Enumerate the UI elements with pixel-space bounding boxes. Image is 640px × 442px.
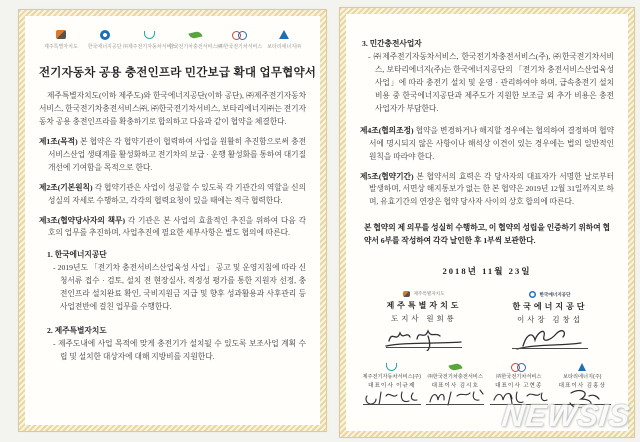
company-name: 제주전기자동차서비스(주) bbox=[362, 374, 422, 381]
bokwang-energy-logo-icon bbox=[279, 28, 289, 41]
logo-korea-ev-charging-service bbox=[168, 28, 223, 50]
item-number: 1. bbox=[47, 250, 53, 260]
company-name: ㈜한국전기차충전서비스 bbox=[427, 374, 483, 381]
article-3 bbox=[39, 215, 306, 241]
logo-jeju-province bbox=[39, 28, 83, 50]
korea-energy-agency-logo-icon bbox=[100, 28, 110, 41]
representative-name: 대표이사 이규제 bbox=[368, 383, 416, 390]
article-4-label: 제4조(협의조정) bbox=[360, 125, 414, 135]
mini-logo-caption: 제주특별자치도 bbox=[413, 291, 445, 297]
duty-item-1 bbox=[39, 247, 306, 323]
item-title: 한국에너지공단 bbox=[54, 250, 107, 260]
representative-name: 대표이사 고현종 bbox=[495, 383, 543, 390]
korea-ev-service-logo-icon bbox=[232, 28, 248, 41]
article-5-label: 제5조(협약기간) bbox=[360, 171, 414, 181]
duty-item-2-heading bbox=[47, 325, 306, 336]
page-1-content bbox=[25, 16, 320, 425]
article-1-text: 본 협약은 각 협약기관이 협력하여 사업을 원활히 추진함으로써 충전서비스산업 생태계를 활성화하고 전기차의 보급 · 운행 활성화를 통하여 대기질 개선에 기여함을 목적으로 한다. bbox=[48, 136, 306, 172]
logo-jeju-ev-service bbox=[122, 28, 177, 50]
jeju-province-mini-logo bbox=[403, 291, 444, 297]
page-2-content bbox=[346, 14, 628, 431]
org-name: 제주특별자치도 bbox=[386, 301, 462, 311]
bokwang-energy-logo-icon bbox=[578, 361, 586, 372]
signature-block-korea-ev-charging-service bbox=[424, 361, 488, 405]
logo-label: 한국에너지공단 bbox=[87, 44, 122, 50]
duty-item-2-text: - 제주도내에 사업 목적에 맞게 충전기가 설치될 수 있도록 보조사업 계획 수립 및 설치한 대상자에 대해 지방비를 지원한다. bbox=[53, 339, 306, 362]
logo-bokwang-energy bbox=[262, 28, 306, 50]
article-2-label: 제2조(기본원칙) bbox=[39, 182, 93, 192]
signature-block-jeju-governor bbox=[383, 291, 465, 349]
signature-line bbox=[426, 404, 484, 405]
closing-paragraph: 본 협약의 제 의무를 성실히 수행하고, 이 협약의 성립을 인증하기 위하여 협약서 6부를 작성하여 각각 날인한 후 1부씩 보관한다. bbox=[364, 223, 610, 246]
company-name: ㈜한국전기차서비스 bbox=[496, 374, 542, 381]
logo-label: 제주특별자치도 bbox=[43, 44, 78, 50]
logo-korea-energy-agency bbox=[83, 28, 127, 50]
agreement-page-2 bbox=[340, 8, 634, 437]
article-4 bbox=[360, 125, 614, 164]
article-5 bbox=[360, 171, 614, 210]
mini-logo-caption: 한국에너지공단 bbox=[539, 291, 571, 297]
logo-label: ㈜한국전기차서비스 bbox=[218, 44, 263, 50]
korea-ev-charging-service-logo-icon bbox=[189, 28, 202, 41]
company-name: 보타리에너지(주) bbox=[562, 374, 602, 381]
article-3-label: 제3조(협약당사자의 책무) bbox=[39, 215, 126, 225]
agreement-date: 2018년 11월 23일 bbox=[442, 266, 532, 277]
primary-signature-row bbox=[360, 291, 614, 349]
duty-item-2 bbox=[39, 323, 306, 373]
jeju-province-logo-icon bbox=[56, 28, 66, 41]
jeju-ev-service-logo-icon bbox=[144, 28, 155, 41]
article-3-text: 각 기관은 본 사업의 효율적인 추진을 위하여 다음 각 호의 업무를 추진하며, 사업추진에 필요한 세부사항은 별도 협의에 따른다. bbox=[48, 215, 306, 238]
article-1-label: 제1조(목적) bbox=[39, 136, 78, 146]
duty-item-3-heading bbox=[362, 38, 614, 49]
duty-item-1-heading bbox=[47, 249, 306, 260]
item-title: 제주특별자치도 bbox=[54, 326, 107, 336]
title-and-name: 도지사 원희룡 bbox=[391, 314, 457, 324]
duty-item-3 bbox=[360, 36, 614, 125]
newsis-watermark: NEWSIS bbox=[499, 398, 632, 433]
article-5-text: 본 협약서의 효력은 각 당사자의 대표자가 서명한 날로부터 발생하며, 서면상 해지통보가 없는 한 본 협약은 2019년 12월 31일까지로 하며, 유효기간의 연장은 협약 당사자 사이의 상호 합의에 따른다. bbox=[369, 171, 614, 207]
signature-block-jeju-ev-service bbox=[360, 361, 424, 405]
logo-label: 보타리에너지㈜ bbox=[267, 44, 302, 50]
representative-name: 대표이사 김홍상 bbox=[558, 383, 606, 390]
item-title: 민간충전사업자 bbox=[369, 39, 422, 48]
signature-line bbox=[363, 404, 421, 405]
article-1 bbox=[39, 136, 306, 175]
intro-paragraph: 제주특별자치도(이하 제주도)와 한국에너지공단(이하 공단), ㈜제주전기자동차서비스, 한국전기차충전서비스㈜, ㈜한국전기차서비스, 보타리에너지㈜는 전기자동차 공용 충전인프라를 확충하기로 합의하고 다음과 같이 협약을 체결한다. bbox=[39, 91, 306, 126]
ceo-signature bbox=[426, 388, 484, 408]
korea-energy-agency-mini-logo bbox=[529, 291, 570, 298]
item-number: 3. bbox=[362, 39, 368, 48]
jeju-ev-service-logo-icon bbox=[386, 361, 397, 372]
article-2 bbox=[39, 182, 306, 208]
signature-line bbox=[512, 348, 587, 349]
logo-korea-ev-service bbox=[219, 28, 263, 50]
article-2-text: 각 협약기관은 사업이 성공할 수 있도록 각 기관간의 역할을 신의성실의 자세로 수행하고, 각각의 협력요청이 있을 때에는 적극 협력한다. bbox=[48, 182, 306, 205]
duty-item-1-text: - 2019년도 「전기차 충전서비스산업육성 사업」 공고 및 운영지침에 따라 신청서류 접수 · 검토, 설치 전 현장실사, 적정성 평가를 통한 지원자 선정, 충전인프라 설치완료 확인, 국비지원금 지급 및 향후 성과활용과 사후관리 등 사업전반에 걸친 업무를 수행한다. bbox=[53, 263, 306, 312]
signature-line bbox=[386, 347, 461, 348]
title-and-name: 이사장 김창섭 bbox=[517, 315, 583, 325]
ceo-signature bbox=[363, 388, 421, 408]
representative-name: 대표이사 김시호 bbox=[431, 383, 479, 390]
article-4-text: 협약을 변경하거나 해지할 경우에는 협의하여 결정하며 협약서에 명시되지 않은 사항이나 해석상 이견이 있는 경우에는 법의 일반적인 원칙을 따라야 한다. bbox=[369, 125, 615, 161]
agreement-page-1 bbox=[19, 10, 326, 431]
document-title: 전기자동차 공용 충전인프라 민간보급 확대 업무협약서 bbox=[39, 67, 317, 79]
org-name: 한국에너지공단 bbox=[512, 302, 588, 312]
korea-energy-agency-logo-icon bbox=[529, 291, 536, 298]
korea-ev-charging-service-logo-icon bbox=[449, 361, 462, 372]
jeju-province-logo-icon bbox=[403, 291, 410, 297]
signature-block-kea-chairman bbox=[509, 291, 591, 349]
korea-ev-service-logo-icon bbox=[511, 361, 527, 372]
logo-label: ㈜제주전기자동차서비스 bbox=[122, 44, 177, 50]
duty-item-3-text: - ㈜제주전기자동차서비스, 한국전기차충전서비스(주), ㈜한국전기차서비스, 보타리에너지(주)는 한국에너지공단의 「전기차 충전서비스산업육성 사업」에 따라 충전기 설치 및 운영 · 관리하여야 하며, 급속충전기 설치비용 중 한국에너지공단과 제주도가 지원한 보조금 외 추가 비용은 충전사업자가 부담한다. bbox=[368, 52, 614, 113]
partner-logo-row bbox=[39, 28, 306, 50]
logo-label: 한국전기차충전서비스㈜ bbox=[168, 44, 223, 50]
item-number: 2. bbox=[47, 326, 53, 336]
